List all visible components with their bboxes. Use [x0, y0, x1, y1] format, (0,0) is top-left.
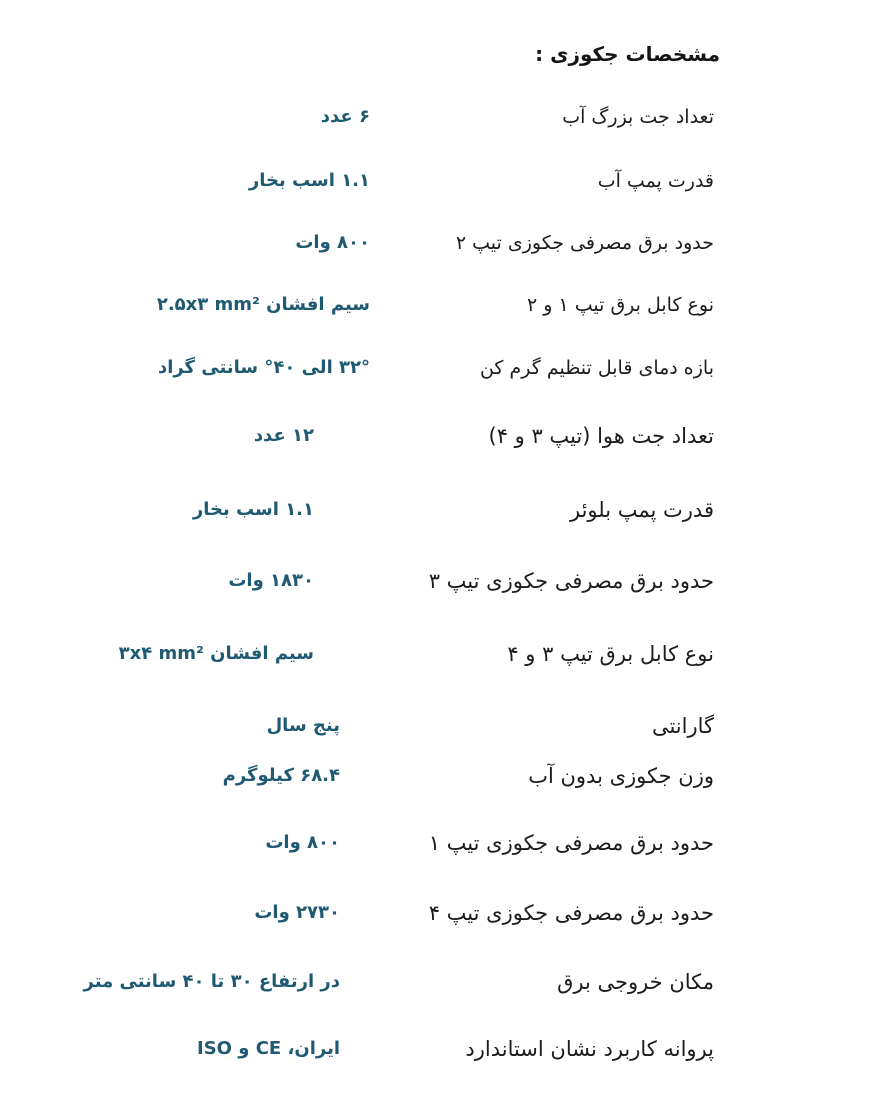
spec-value: سیم افشان ۲.۵x۳ mm²: [156, 294, 370, 315]
spec-label: نوع کابل برق تیپ ۳ و ۴: [507, 642, 714, 666]
spec-row-power-type-3: [0, 561, 870, 601]
spec-label: قدرت پمپ آب: [597, 170, 714, 192]
spec-value: ۸۰۰ وات: [265, 832, 340, 853]
spec-row-air-jets: [0, 416, 870, 456]
spec-value: ۲۷۳۰ وات: [254, 902, 340, 923]
spec-row-power-type-4: [0, 893, 870, 933]
spec-row-power-type-1: [0, 823, 870, 863]
spec-label: حدود برق مصرفی جکوزی تیپ ۴: [428, 901, 714, 925]
spec-label: پروانه کاربرد نشان استاندارد: [465, 1037, 714, 1061]
spec-row-water-jets: [0, 97, 870, 137]
spec-value: پنج سال: [266, 715, 340, 736]
spec-label: حدود برق مصرفی جکوزی تیپ ۱: [428, 831, 714, 855]
page-title: مشخصات جکوزی :: [535, 42, 720, 66]
spec-row-cable-type-1-2: [0, 285, 870, 325]
spec-row-warranty: [0, 706, 870, 746]
spec-value: ۱.۱ اسب بخار: [248, 170, 370, 191]
spec-label: حدود برق مصرفی جکوزی تیپ ۲: [455, 232, 714, 254]
spec-label: نوع کابل برق تیپ ۱ و ۲: [526, 294, 714, 316]
spec-value: سیم افشان ۳x۴ mm²: [118, 643, 314, 664]
spec-row-water-pump-power: [0, 161, 870, 201]
spec-row-power-type-2: [0, 223, 870, 263]
spec-label: گارانتی: [651, 714, 714, 738]
spec-value: در ارتفاع ۳۰ تا ۴۰ سانتی متر: [83, 971, 340, 992]
spec-label: تعداد جت هوا (تیپ ۳ و ۴): [488, 424, 714, 448]
spec-row-weight: [0, 756, 870, 796]
spec-row-standards: [0, 1029, 870, 1069]
spec-label: قدرت پمپ بلوئر: [569, 498, 714, 522]
spec-value: ۸۰۰ وات: [295, 232, 370, 253]
spec-label: حدود برق مصرفی جکوزی تیپ ۳: [428, 569, 714, 593]
spec-value: ۶ عدد: [320, 106, 370, 127]
spec-value: ۱.۱ اسب بخار: [192, 499, 314, 520]
spec-label: مکان خروجی برق: [557, 970, 714, 994]
spec-row-heater-range: [0, 348, 870, 388]
spec-value: ۱۲ عدد: [253, 425, 314, 446]
spec-value: ۶۸.۴ کیلوگرم: [222, 765, 340, 786]
spec-value: ایران، CE و ISO: [197, 1038, 340, 1059]
spec-value: ۳۲° الی ۴۰° سانتی گراد: [157, 357, 370, 378]
spec-row-outlet-location: [0, 962, 870, 1002]
spec-value: ۱۸۳۰ وات: [228, 570, 314, 591]
spec-label: بازه دمای قابل تنظیم گرم کن: [479, 357, 714, 379]
spec-label: وزن جکوزی بدون آب: [528, 764, 714, 788]
spec-label: تعداد جت بزرگ آب: [562, 106, 714, 128]
spec-row-cable-type-3-4: [0, 634, 870, 674]
spec-row-blower-power: [0, 490, 870, 530]
